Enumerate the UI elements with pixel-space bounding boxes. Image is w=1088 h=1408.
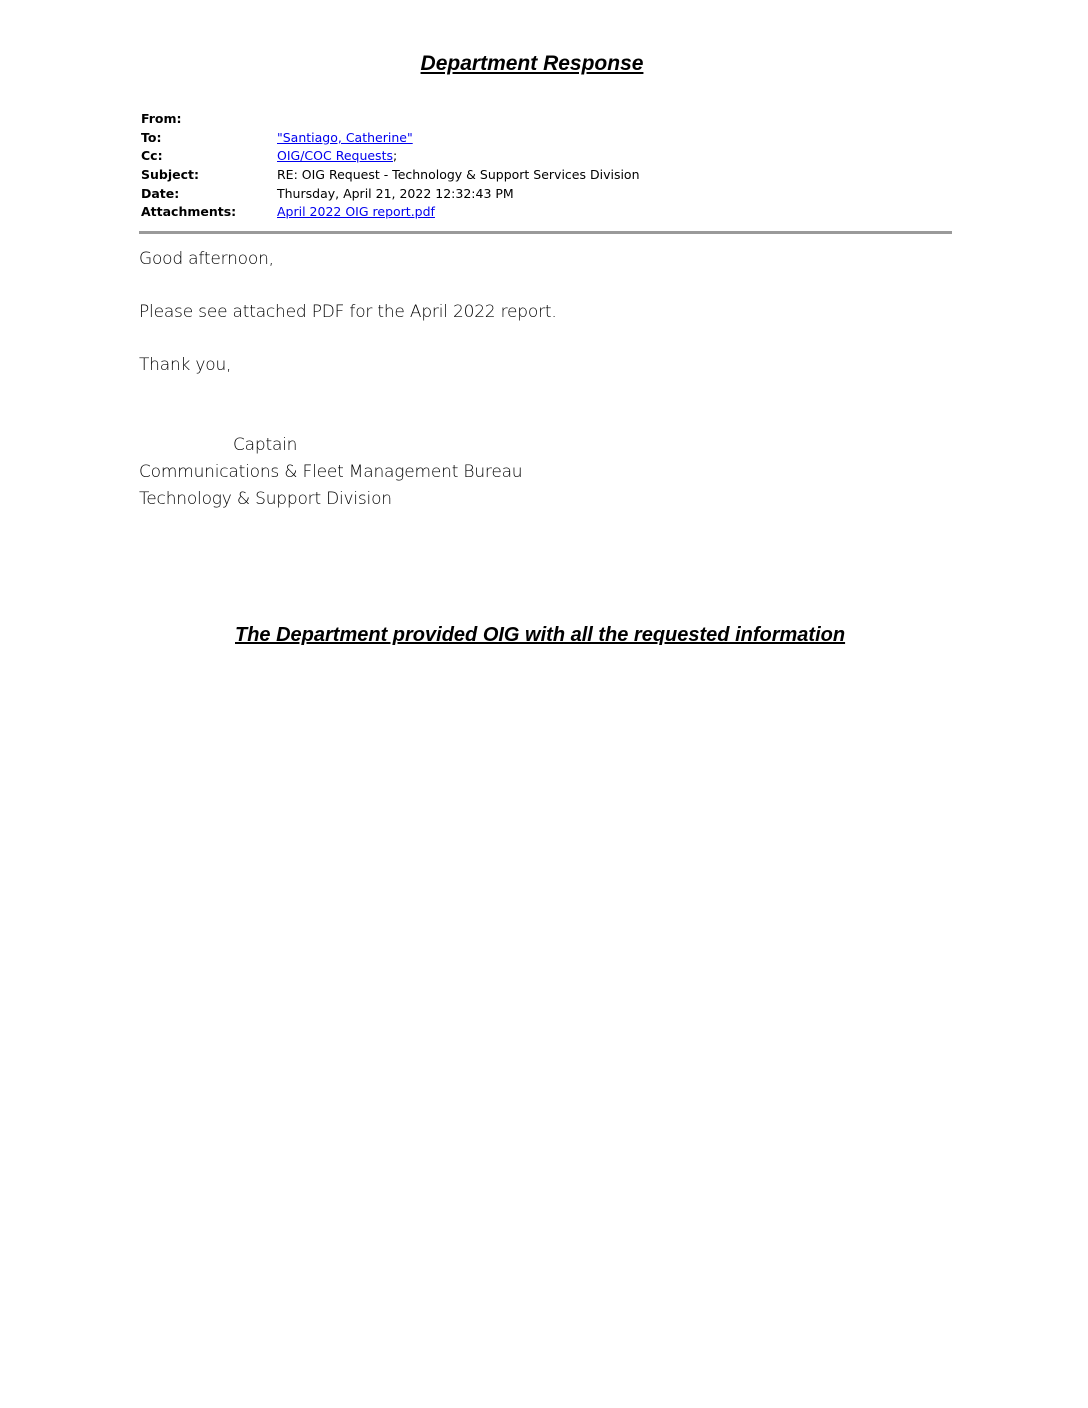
date-row (141, 185, 640, 204)
attachments-row (141, 203, 640, 222)
to-row (141, 129, 640, 148)
subject-label: Subject: (141, 167, 199, 183)
to-link[interactable]: "Santiago, Catherine" (277, 129, 413, 145)
cc-label: Cc: (141, 148, 163, 164)
signature-division: Technology & Support Division (139, 489, 392, 509)
to-label: To: (141, 129, 162, 145)
header-divider (139, 231, 952, 234)
subject-value: RE: OIG Request - Technology & Support Services Division (277, 167, 640, 183)
from-label: From: (141, 111, 182, 126)
attachments-label: Attachments: (141, 204, 237, 220)
cc-suffix: ; (392, 148, 398, 164)
signature-bureau: Communications & Fleet Management Bureau (139, 462, 523, 482)
greeting: Good afternoon, (139, 249, 274, 269)
signature-title: Captain (233, 435, 298, 455)
date-value: Thursday, April 21, 2022 12:32:43 PM (277, 185, 514, 201)
subject-row (141, 166, 640, 185)
cc-row (141, 147, 640, 166)
cc-link[interactable]: OIG/COC Requests (277, 148, 393, 164)
email-header (141, 110, 640, 222)
closing: Thank you, (139, 355, 232, 375)
message: Please see attached PDF for the April 2022 report. (139, 302, 557, 322)
from-row (141, 110, 640, 129)
footer-note: The Department provided OIG with all the requested information (235, 624, 846, 646)
page-title: Department Response (420, 52, 644, 75)
attachment-link[interactable]: April 2022 OIG report.pdf (277, 204, 435, 220)
date-label: Date: (141, 185, 180, 201)
